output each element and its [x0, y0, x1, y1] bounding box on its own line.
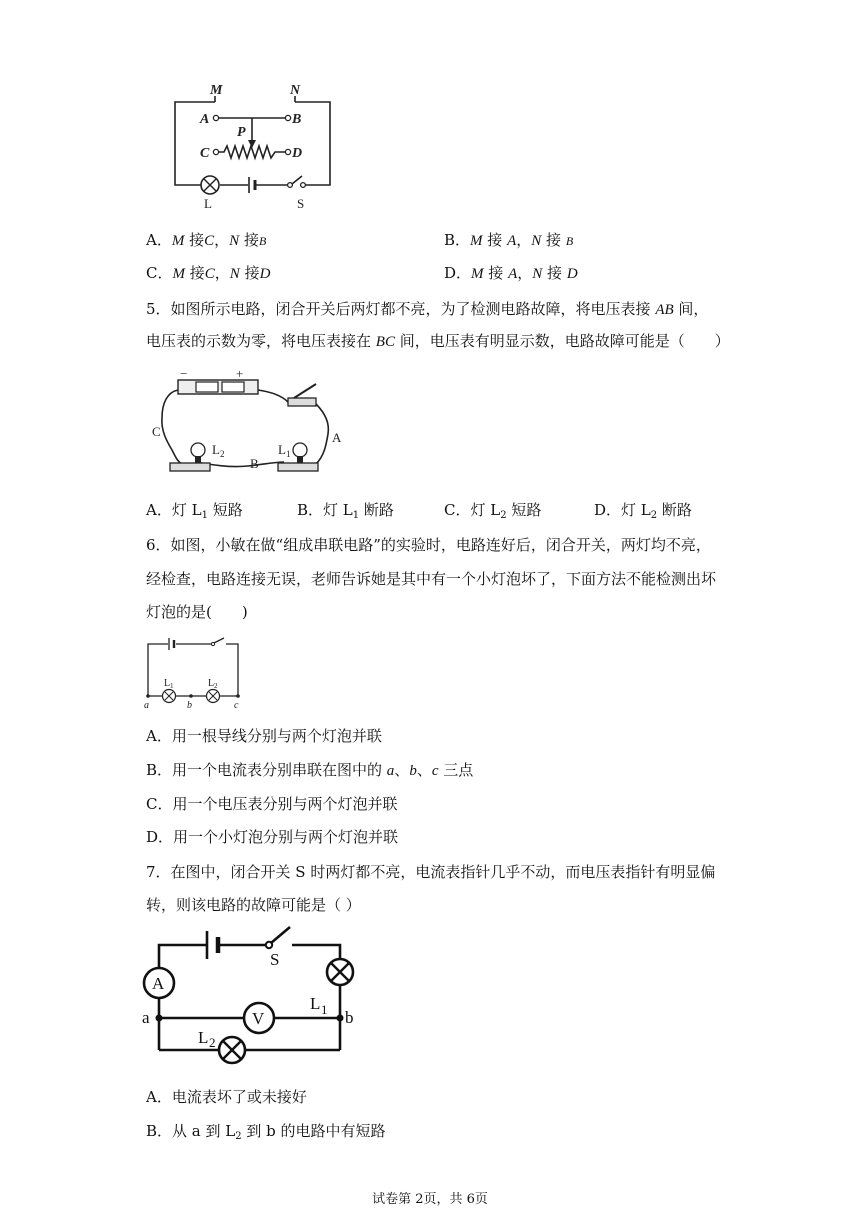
q5-stem-2b: 间，电压表有明显示数，电路故障可能是（ ） [394, 332, 730, 350]
q6-fig-l1: L [164, 678, 171, 689]
q4-option-b [444, 230, 573, 251]
q5-option-d-pre: 灯 L [621, 501, 651, 519]
q5-option-b [297, 500, 394, 526]
q4-circuit-figure [160, 80, 360, 215]
q5-stem-bc: BC [375, 334, 395, 350]
q6-option-b-pre: B．用一个电流表分别串联在图中的 [146, 761, 387, 779]
q5-option-c-post: 短路 [506, 501, 542, 519]
q5-option-a [146, 500, 243, 526]
q7-stem-line-1: 7．在图中，闭合开关 S 时两灯都不亮，电流表指针几乎不动，而电压表指针有明显偏 [146, 863, 716, 881]
q5-fig-l1: L [278, 442, 286, 457]
q4-option-c-sep: ， [214, 264, 230, 282]
q5-option-c [444, 500, 541, 526]
q4-option-a-t1: 接 [184, 231, 205, 249]
q6-option-d: D．用一个小灯泡分别与两个灯泡并联 [146, 828, 399, 846]
q6-option-a: A．用一根导线分别与两个灯泡并联 [146, 727, 382, 745]
q5-stem-ab: AB [655, 302, 674, 318]
q5-fig-plus: + [236, 368, 244, 381]
q4-option-a-sep: ， [214, 231, 230, 249]
q4-option-a-m: M [171, 233, 185, 249]
fig4-label-c: C [200, 146, 210, 161]
q5-fig-l2-sub: 2 [220, 449, 225, 459]
q4-option-a-y: B [258, 234, 267, 248]
q7-fig-l2-sub: 2 [209, 1035, 216, 1050]
q4-option-a-letter: A． [146, 231, 172, 249]
q4-option-c-y: D [259, 266, 271, 282]
q4-option-a [146, 230, 266, 251]
q4-option-c-x: C [204, 266, 215, 282]
q5-option-a-sub: 1 [201, 510, 208, 521]
q5-option-a-post: 短路 [207, 501, 243, 519]
q6-fig-l2-sub: 2 [214, 682, 218, 690]
fig4-label-m: M [210, 83, 223, 98]
q5-option-d [594, 500, 692, 526]
q7-fig-l2: L [198, 1028, 209, 1047]
q6-stem-line-3: 灯泡的是( ) [146, 603, 248, 621]
q7-option-b-pre: B．从 a 到 L [146, 1122, 236, 1140]
q6-fig-c: c [234, 700, 239, 711]
q4-option-b-y: B [565, 234, 574, 248]
q4-option-c [146, 263, 270, 284]
fig4-label-a: A [200, 112, 210, 127]
fig4-label-d: D [292, 146, 303, 161]
q7-fig-l1-sub: 1 [321, 1002, 328, 1017]
q4-option-c-m: M [172, 266, 185, 282]
q7-option-b-sub: 2 [235, 1131, 242, 1142]
q7-option-b [146, 1121, 386, 1147]
q4-option-a-t2: 接 [239, 231, 259, 249]
q4-option-c-n: N [229, 266, 240, 282]
q5-stem-1a: 5．如图所示电路，闭合开关后两灯都不亮，为了检测电路故障，将电压表接 [146, 300, 656, 318]
q6-circuit-figure [140, 636, 250, 712]
q6-option-b [146, 760, 473, 781]
fig4-label-b: B [292, 112, 302, 127]
q7-fig-l1: L [310, 994, 321, 1013]
q5-option-b-sub: 1 [352, 510, 360, 521]
q4-option-d-n: N [532, 266, 543, 282]
q7-fig-voltmeter: V [252, 1009, 265, 1028]
q4-option-c-t2: 接 [239, 264, 260, 282]
q5-fig-l2: L [212, 442, 220, 457]
q5-option-d-letter: D． [594, 501, 622, 519]
q7-fig-ammeter: A [152, 974, 165, 993]
q5-option-c-sub: 2 [500, 510, 507, 521]
q5-option-c-pre: 灯 L [470, 501, 501, 519]
q4-option-c-letter: C． [146, 264, 173, 282]
fig4-label-l: L [204, 196, 212, 211]
q4-option-d-y: D [566, 266, 578, 282]
q6-option-b-b: b [409, 763, 417, 779]
q5-fig-a: A [332, 430, 342, 445]
q4-option-c-t1: 接 [184, 264, 205, 282]
q5-option-a-pre: 灯 L [171, 501, 202, 519]
q4-option-b-t1: 接 [482, 231, 508, 249]
q4-option-d-sep: ， [517, 264, 533, 282]
q6-fig-a: a [144, 700, 149, 711]
fig4-label-p: P [237, 125, 246, 140]
q7-fig-s: S [270, 950, 280, 969]
q7-option-b-post: 到 b 的电路中有短路 [241, 1122, 386, 1140]
q5-stem-1b: 间， [673, 300, 709, 318]
q6-fig-b: b [187, 700, 192, 711]
q5-fig-minus: − [180, 368, 188, 381]
q4-option-d-t1: 接 [483, 264, 509, 282]
q5-fig-b: B [250, 456, 259, 471]
q5-stem-line-2 [146, 331, 730, 352]
q6-stem-line-1: 6．如图，小敏在做“组成串联电路”的实验时，电路连好后，闭合开关，两灯均不亮， [146, 536, 711, 554]
q4-option-b-x: A [507, 233, 517, 249]
q4-option-b-letter: B． [444, 231, 471, 249]
q4-option-b-sep: ， [516, 231, 532, 249]
q4-option-d [444, 263, 578, 284]
q4-option-b-m: M [470, 233, 483, 249]
q4-option-d-t2: 接 [542, 264, 567, 282]
q7-fig-a: a [142, 1008, 150, 1027]
q5-option-b-post: 断路 [359, 501, 394, 519]
q6-option-b-s1: 、 [394, 761, 410, 779]
q4-option-b-t2: 接 [541, 231, 566, 249]
q5-option-b-pre: 灯 L [323, 501, 353, 519]
q7-option-a: A．电流表坏了或未接好 [146, 1088, 307, 1106]
q5-stem-2a: 电压表的示数为零，将电压表接在 [146, 332, 376, 350]
q6-stem-line-2: 经检查，电路连接无误，老师告诉她是其中有一个小灯泡坏了，下面方法不能检测出坏 [146, 570, 717, 588]
page-footer: 试卷第 2页，共 6页 [372, 1192, 488, 1207]
q5-fig-l1-sub: 1 [286, 449, 291, 459]
q4-option-b-n: N [531, 233, 542, 249]
q4-option-a-n: N [229, 233, 240, 249]
q4-option-d-x: A [508, 266, 518, 282]
q6-option-b-a: a [386, 763, 395, 779]
q6-option-b-c: c [431, 763, 439, 779]
q4-option-a-x: C [204, 233, 215, 249]
q5-option-d-sub: 2 [650, 510, 658, 521]
fig4-label-n: N [290, 83, 301, 98]
q6-option-c: C．用一个电压表分别与两个灯泡并联 [146, 795, 398, 813]
q7-fig-b: b [345, 1008, 354, 1027]
fig4-label-s: S [297, 196, 305, 211]
q7-circuit-figure [140, 925, 365, 1065]
q5-option-c-letter: C． [444, 501, 471, 519]
q6-fig-l1-sub: 1 [170, 682, 174, 690]
q5-circuit-figure [148, 368, 348, 478]
q7-stem-line-2: 转，则该电路的故障可能是（ ） [146, 896, 361, 914]
q5-fig-c: C [152, 424, 161, 439]
q4-option-d-letter: D． [444, 264, 472, 282]
q5-stem-line-1 [146, 299, 708, 320]
q5-option-b-letter: B． [297, 501, 324, 519]
q6-fig-l2: L [208, 678, 215, 689]
q6-option-b-s2: 、 [416, 761, 432, 779]
q6-option-b-post: 三点 [438, 761, 474, 779]
q5-option-d-post: 断路 [657, 501, 692, 519]
q5-option-a-letter: A． [146, 501, 172, 519]
q4-option-d-m: M [471, 266, 484, 282]
